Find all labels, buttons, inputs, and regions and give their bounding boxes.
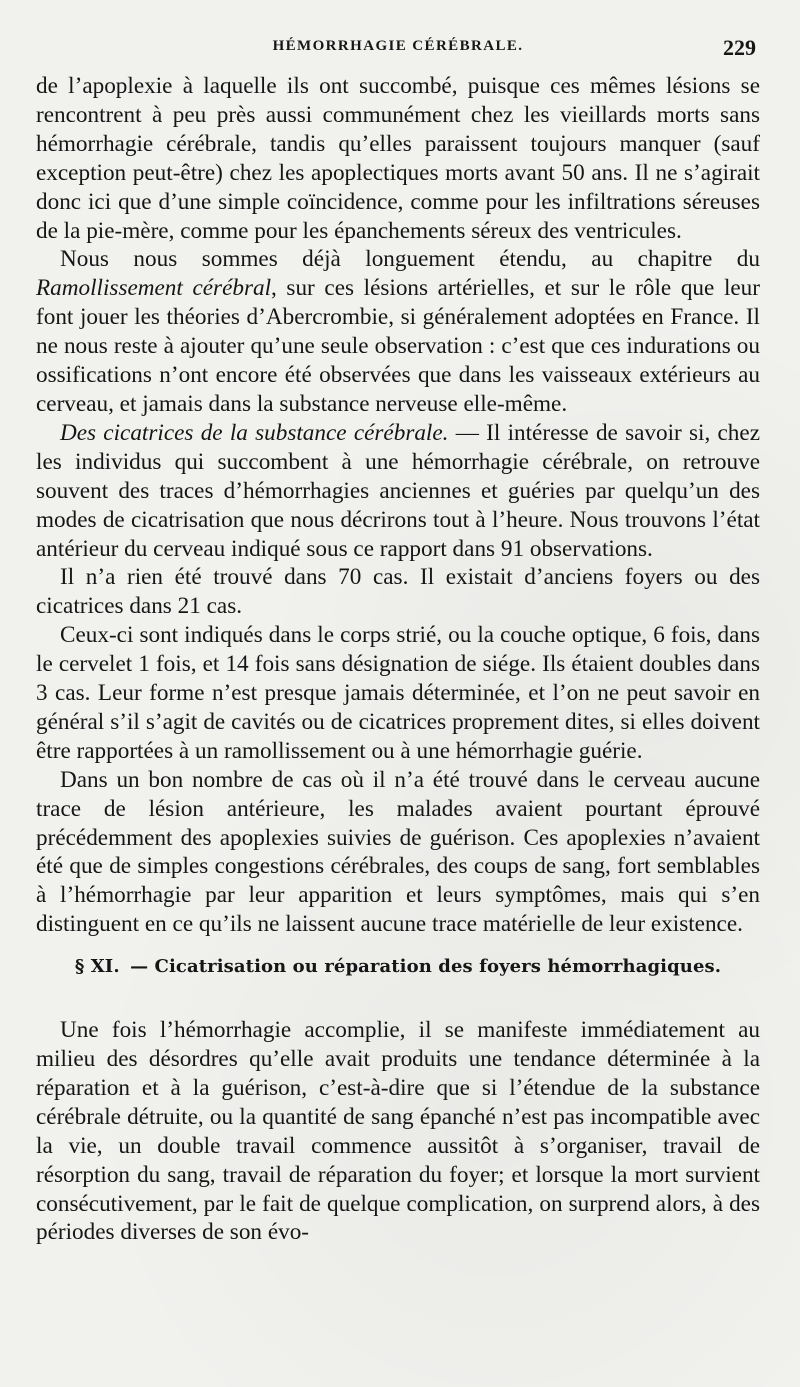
paragraph-continuation: de l’apoplexie à laquelle ils ont succombé, puisque ces mêmes lésions se rencontrent à peu près aussi communément chez les vieillards morts sans hémorrhagie cérébrale, tandis qu’elles paraissent toujours manquer (sauf exception peut-être) chez les apoplectiques morts avant 50 ans. Il ne s’agirait donc ici que d’une simple coïncidence, comme pour les infiltrations séreuses de la pie-mère, comme pour les épanchements séreux des ventricules. [36, 73, 760, 244]
paragraph-count-results: Il n’a rien été trouvé dans 70 cas. Il existait d’anciens foyers ou des cicatrices dans 21 cas. [36, 564, 760, 620]
section-title: — Cicatrisation ou réparation des foyers hémorrhagiques. [130, 956, 722, 978]
paragraph-cicatrices-lead: Des cicatrices de la substance cérébrale. [60, 419, 449, 446]
running-head [36, 35, 760, 64]
page-number: 229 [723, 35, 756, 60]
paragraph-cicatrices-text: — Il intéresse de savoir si, chez les individus qui succombent à une hémorrhagie cérébrale, on retrouve souvent des traces d’hémorrhagies anciennes et guéries par quelqu’un des modes de cicatrisation que nous décrirons tout à l’heure. Nous trouvons l’état antérieur du cerveau indiqué sous ce rapport dans 91 observations. [36, 419, 760, 562]
paragraph-ramollissement-italic: Ramollissement cérébral [36, 275, 272, 302]
body-text [36, 72, 760, 1247]
section-number: § XI. [74, 956, 120, 978]
running-title: HÉMORRHAGIE CÉRÉBRALE. [272, 38, 524, 54]
paragraph-ramollissement-before: Nous nous sommes déjà longuement étendu, au chapitre du [60, 246, 760, 273]
paragraph-ramollissement-after: , sur ces lésions artérielles, et sur le rôle que leur font jouer les théories d’Abercrombie, si généralement adoptées en France. Il ne nous reste à ajouter qu’une seule observation : c’est que ces indurations ou ossifications n’ont encore été observées que dans les vaisseaux extérieurs au cerveau, et jamais dans la substance nerveuse elle-même. [36, 275, 760, 417]
paragraph-cicatrices [36, 419, 760, 564]
paragraph-repair: Une fois l’hémorrhagie accomplie, il se manifeste immédiatement au milieu des désordres qu’elle avait produits une tendance déterminée à la réparation et à la guérison, c’est-à-dire que si l’étendue de la substance cérébrale détruite, ou la quantité de sang épanché n’est pas incompatible avec la vie, un double travail commence aussitôt à s’organiser, travail de résorption du sang, travail de réparation du foyer; et lorsque la mort survient consécutivement, par le fait de quelque complication, on surprend alors, à des périodes diverses de son évo- [36, 1017, 760, 1246]
section-heading [36, 953, 760, 982]
paragraph-apoplexies: Dans un bon nombre de cas où il n’a été trouvé dans le cerveau aucune trace de lésion antérieure, les malades avaient pourtant éprouvé précédemment des apoplexies suivies de guérison. Ces apoplexies n’avaient été que de simples congestions cérébrales, des coups de sang, fort semblables à l’hémorrhagie par leur apparition et leurs symptômes, mais qui s’en distinguent en ce qu’ils ne laissent aucune trace matérielle de leur existence. [36, 766, 760, 938]
paragraph-ramollissement [36, 245, 760, 418]
paragraph-locations: Ceux-ci sont indiqués dans le corps strié, ou la couche optique, 6 fois, dans le cervelet 1 fois, et 14 fois sans désignation de siége. Ils étaient doubles dans 3 cas. Leur forme n’est presque jamais déterminée, et l’on ne peut savoir en général s’il s’agit de cavités ou de cicatrices proprement dites, si elles doivent être rapportées à un ramollissement ou à une hémorrhagie guérie. [36, 622, 760, 764]
